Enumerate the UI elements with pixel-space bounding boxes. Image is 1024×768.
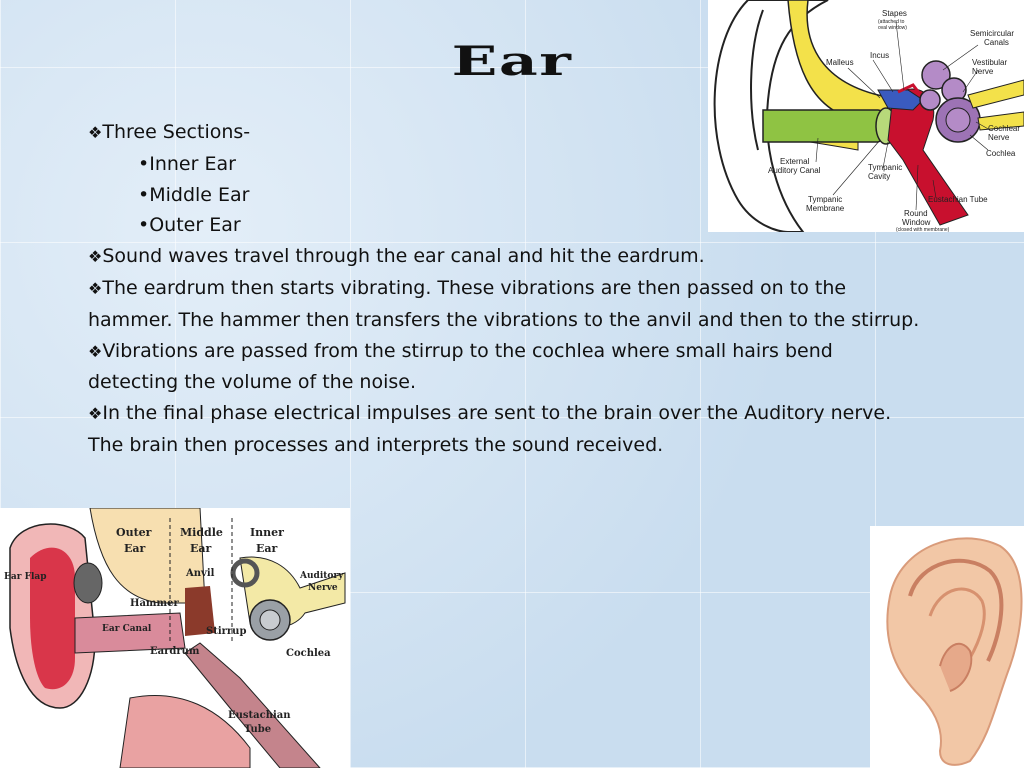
label-incus: Incus [870,51,890,60]
diamond-bullet-icon: ❖ [88,404,103,424]
label-middle-ear: Middle [180,526,223,539]
bullet-item: ❖The eardrum then starts vibrating. These vibrations are then passed on to the hammer. The hammer then transfers the vibrations to the anvil and then to the stirrup. [88,276,920,331]
label-round-window: Window [902,218,931,227]
label-auditory-nerve: Auditory [300,571,344,581]
sub-bullet-item: •Middle Ear [138,183,250,206]
bullet-item: ❖Vibrations are passed from the stirrup to the cochlea where small hairs bend detecting the volume of the noise. [88,339,833,394]
label-round-window: Round [904,209,928,218]
diamond-bullet-icon: ❖ [88,247,103,267]
ear-anatomy-illustration [708,0,1024,232]
label-outer-ear: Ear [124,542,146,555]
label-eustachian: Eustachian Tube [928,195,988,204]
dot-bullet-icon: • [138,152,150,175]
label-stapes: Stapes [882,9,907,18]
label-round-note: (closed with membrane) [896,227,950,232]
label-anvil: Anvil [186,568,215,579]
bullet-item: ❖Three Sections- [88,121,251,143]
label-tympanic-cavity: Cavity [868,172,891,181]
sub-bullet-item: •Inner Ear [138,152,236,175]
bullet-item: ❖Sound waves travel through the ear canal and hit the eardrum. [88,245,705,268]
label-eustachian-tube: Eustachian [228,710,291,721]
label-outer-ear: Outer [116,526,152,539]
label-tympanic-membrane: Membrane [806,204,845,213]
label-cochlear-nerve: Nerve [988,133,1010,142]
label-cochlea: Cochlea [286,648,331,659]
label-stapes-note: oval window) [878,25,907,31]
label-tympanic-membrane: Tympanic [808,195,843,204]
outer-ear-illustration [870,526,1024,768]
bullet-item: ❖In the final phase electrical impulses are sent to the brain over the Auditory nerve. The brain then processes and interprets the sound received. [88,402,892,456]
label-stirrup: Stirrup [206,626,247,637]
ear-anatomy-diagram [708,0,1024,232]
label-auditory-nerve: Nerve [308,583,338,593]
outer-ear-image [870,526,1024,768]
dot-bullet-icon: • [138,214,150,237]
label-ear-canal: Ear Canal [102,624,152,634]
label-cochlear-nerve: Cochlear [988,124,1021,133]
slide-title: Ear [451,38,573,85]
ear-sections-illustration [0,508,350,768]
label-eardrum: Eardrum [150,646,200,657]
diamond-bullet-icon: ❖ [88,341,103,361]
sub-bullet-item: •Outer Ear [138,214,241,237]
label-eustachian-tube: Tube [244,724,272,735]
label-cochlea: Cochlea [986,149,1016,158]
diamond-bullet-icon: ❖ [88,278,103,298]
label-malleus: Malleus [826,58,854,67]
label-vestibular: Nerve [972,67,994,76]
dot-bullet-icon: • [138,183,150,206]
diamond-bullet-icon: ❖ [88,123,103,142]
label-ear-flap: Ear Flap [4,572,47,582]
label-external-canal: External [780,157,810,166]
label-vestibular: Vestibular [972,58,1008,67]
label-semicircular: Canals [984,38,1009,47]
label-middle-ear: Ear [190,542,212,555]
label-stapes-note: (attached to [878,19,905,25]
ear-sections-diagram [0,508,350,768]
label-external-canal: Auditory Canal [768,166,821,175]
label-semicircular: Semicircular [970,29,1015,38]
label-hammer: Hammer [130,598,179,609]
label-inner-ear: Inner [250,526,284,539]
label-tympanic-cavity: Tympanic [868,163,903,172]
label-inner-ear: Ear [256,542,278,555]
